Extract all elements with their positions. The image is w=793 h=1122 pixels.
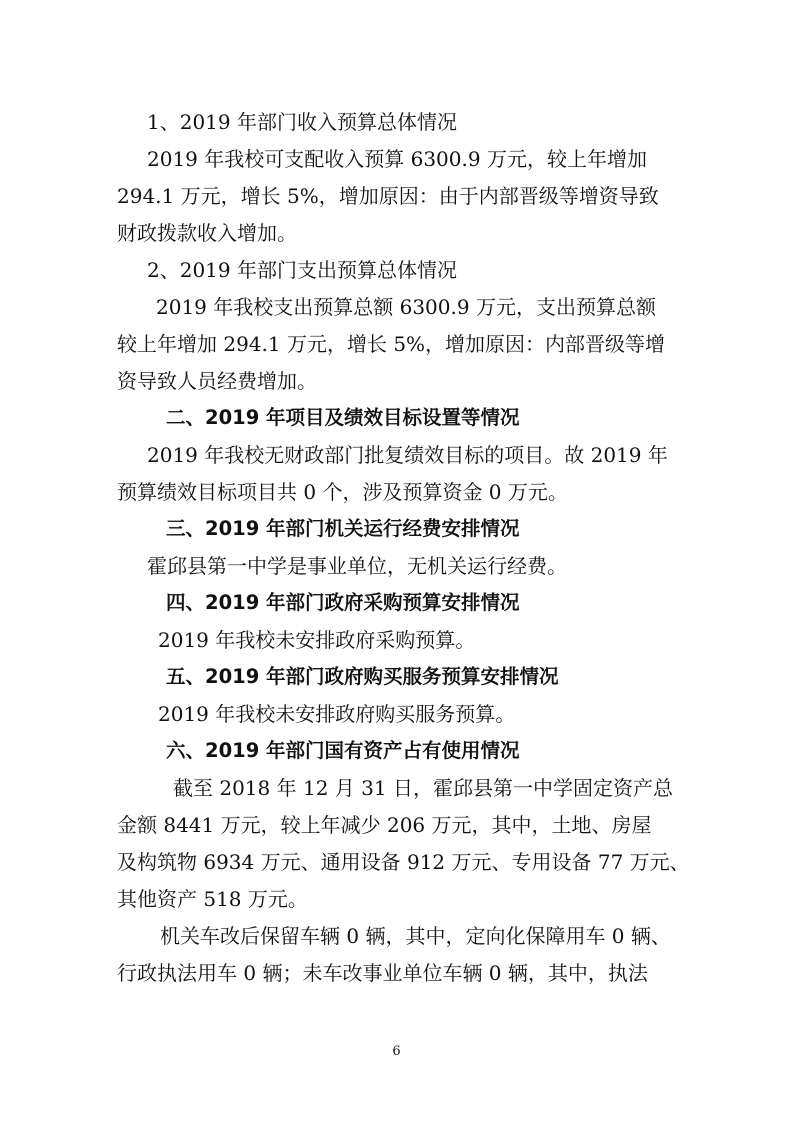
paragraph-line: 霍邱县第一中学是事业单位，无机关运行经费。 [147,554,567,578]
paragraph-line: 截至 2018 年 12 月 31 日，霍邱县第一中学固定资产总 [173,776,673,800]
paragraph-line: 财政拨款收入增加。 [117,221,297,245]
paragraph-line: 294.1 万元，增长 5%，增加原因：由于内部晋级等增资导致 [117,184,659,208]
subheading-income-budget: 1、2019 年部门收入预算总体情况 [147,110,457,134]
subheading-expense-budget: 2、2019 年部门支出预算总体情况 [147,258,457,282]
paragraph-line: 较上年增加 294.1 万元，增长 5%，增加原因：内部晋级等增 [117,332,666,356]
paragraph-line: 资导致人员经费增加。 [117,369,317,393]
section-heading-4: 四、2019 年部门政府采购预算安排情况 [166,591,520,614]
section-heading-2: 二、2019 年项目及绩效目标设置等情况 [166,406,520,429]
paragraph-line: 其他资产 518 万元。 [117,887,308,911]
paragraph-line: 2019 年我校未安排政府采购预算。 [158,628,476,652]
section-heading-5: 五、2019 年部门政府购买服务预算安排情况 [166,665,559,688]
paragraph-line: 2019 年我校可支配收入预算 6300.9 万元，较上年增加 [147,147,647,171]
paragraph-line: 机关车改后保留车辆 0 辆，其中，定向化保障用车 0 辆、 [160,924,671,948]
paragraph-line: 2019 年我校支出预算总额 6300.9 万元，支出预算总额 [156,295,656,319]
paragraph-line: 预算绩效目标项目共 0 个，涉及预算资金 0 万元。 [117,480,568,504]
paragraph-line: 2019 年我校未安排政府购买服务预算。 [158,702,516,726]
paragraph-line: 及构筑物 6934 万元、通用设备 912 万元、专用设备 77 万元、 [117,850,690,874]
section-heading-3: 三、2019 年部门机关运行经费安排情况 [166,517,520,540]
page-number: 6 [392,1044,401,1059]
paragraph-line: 行政执法用车 0 辆；未车改事业单位车辆 0 辆，其中，执法 [117,961,648,985]
paragraph-line: 2019 年我校无财政部门批复绩效目标的项目。故 2019 年 [147,443,668,467]
section-heading-6: 六、2019 年部门国有资产占有使用情况 [166,739,520,762]
paragraph-line: 金额 8441 万元，较上年减少 206 万元，其中，土地、房屋 [117,813,652,837]
